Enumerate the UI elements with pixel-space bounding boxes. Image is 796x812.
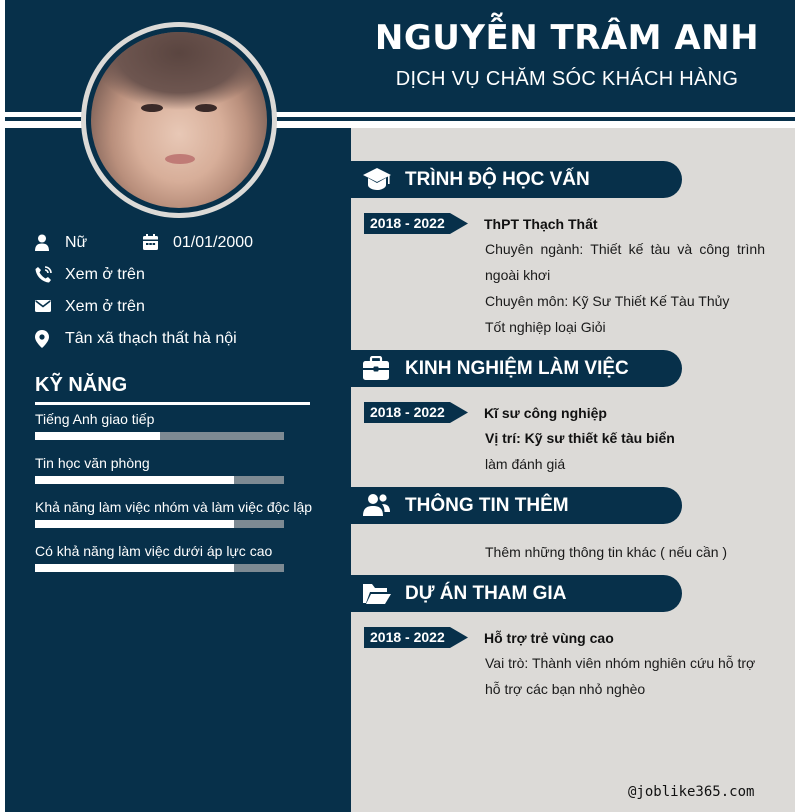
users-icon	[363, 493, 390, 518]
skill-label: Tiếng Anh giao tiếp	[35, 411, 155, 427]
skill-label: Khả năng làm việc nhóm và làm việc độc lập	[35, 499, 313, 515]
folder-open-icon	[363, 581, 391, 606]
address-value: Tân xã thạch thất hà nội	[65, 330, 237, 347]
skill-bar	[35, 476, 284, 484]
projects-date: 2018 - 2022	[370, 629, 445, 645]
experience-date-tag	[364, 402, 468, 423]
education-major: Chuyên ngành: Thiết kế tàu và công trình ngoài khơi	[485, 241, 765, 283]
experience-company: Kĩ sư công nghiệp	[484, 405, 607, 421]
skill-bar	[35, 520, 284, 528]
gender-value: Nữ	[65, 234, 88, 251]
experience-section-header	[351, 350, 682, 387]
projects-date-tag	[364, 627, 468, 648]
graduation-cap-icon	[363, 167, 391, 192]
skill-bar	[35, 432, 284, 440]
experience-position: Vị trí: Kỹ sư thiết kế tàu biển	[485, 430, 675, 446]
skill-bar-fill	[35, 564, 234, 572]
skill-bar-fill	[35, 476, 234, 484]
project-name: Hỗ trợ trẻ vùng cao	[484, 630, 614, 646]
extra-title: THÔNG TIN THÊM	[405, 495, 569, 516]
skill-label: Tin học văn phòng	[35, 455, 150, 471]
education-title: TRÌNH ĐỘ HỌC VẤN	[405, 169, 590, 190]
person-icon	[35, 234, 49, 251]
skills-heading: KỸ NĂNG	[35, 374, 128, 396]
job-title: DỊCH VỤ CHĂM SÓC KHÁCH HÀNG	[395, 68, 739, 90]
experience-task: làm đánh giá	[485, 456, 566, 472]
skill-bar	[35, 564, 284, 572]
candidate-name: NGUYỄN TRÂM ANH	[374, 18, 760, 58]
education-specialty: Chuyên môn: Kỹ Sư Thiết Kế Tàu Thủy	[485, 293, 730, 309]
watermark: @joblike365.com	[628, 784, 755, 800]
skill-label: Có khả năng làm việc dưới áp lực cao	[35, 543, 273, 559]
phone-icon	[35, 266, 52, 283]
email-value: Xem ở trên	[65, 298, 145, 315]
experience-date: 2018 - 2022	[370, 404, 445, 420]
birthday-value: 01/01/2000	[173, 234, 254, 251]
education-date-tag	[364, 213, 468, 234]
skill-bar-fill	[35, 520, 234, 528]
projects-section-header	[351, 575, 682, 612]
skill-bar-fill	[35, 432, 160, 440]
skills-underline	[35, 402, 310, 405]
calendar-icon	[143, 234, 158, 250]
location-pin-icon	[35, 330, 49, 348]
extra-text: Thêm những thông tin khác ( nếu cần )	[485, 544, 728, 560]
project-role: Vai trò: Thành viên nhóm nghiên cứu hỗ trợ	[485, 655, 756, 671]
education-section-header	[351, 161, 682, 198]
extra-section-header	[351, 487, 682, 524]
projects-title: DỰ ÁN THAM GIA	[405, 583, 567, 604]
phone-value: Xem ở trên	[65, 266, 145, 283]
experience-title: KINH NGHIỆM LÀM VIỆC	[405, 358, 629, 379]
education-school: ThPT Thạch Thất	[484, 216, 598, 232]
avatar	[91, 32, 267, 208]
project-detail: hỗ trợ các bạn nhỏ nghèo	[485, 681, 646, 697]
briefcase-icon	[363, 356, 389, 381]
education-grade: Tốt nghiệp loại Giỏi	[485, 319, 606, 335]
education-date: 2018 - 2022	[370, 215, 445, 231]
email-icon	[35, 298, 51, 313]
